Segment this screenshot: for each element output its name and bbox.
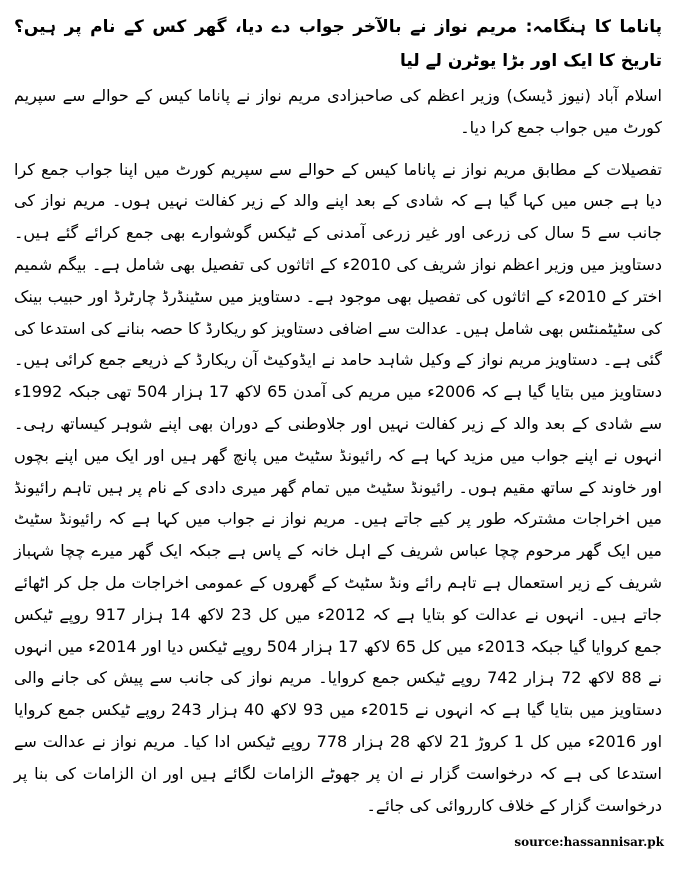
article-lead: اسلام آباد (نیوز ڈیسک) وزیر اعظم کی صاحبزادی مریم نواز نے پاناما کیس کے حوالے سے سپریم کورٹ میں جواب جمع کرا دیا۔: [14, 86, 662, 137]
source-credit: source:hassannisar.pk: [514, 835, 664, 849]
article-headline: پاناما کا ہنگامہ: مریم نواز نے بالآخر جواب دے دیا، گھر کس کے نام پر ہیں؟ تاریخ کا ایک اور بڑا یوٹرن لے لیا: [14, 17, 662, 71]
article-paragraph: تفصیلات کے مطابق مریم نواز نے پاناما کیس کے حوالے سے سپریم کورٹ میں اپنا جواب جمع کرا دیا ہے جس میں کہا گیا ہے کہ شادی کے بعد اپنے والد کے زیر کفالت نہیں ہوں۔ مریم نواز کی جانب سے 5 سال کی زرعی اور غیر زرعی آمدنی کے ٹیکس گوشوارے بھی جمع کرائے گئے ہیں۔ دستاویز میں وزیر اعظم نواز شریف کی 2010ء کے اثاثوں کی تفصیل بھی شامل ہے۔ بیگم شمیم اختر کے 2010ء کے اثاثوں کی تفصیل بھی موجود ہے۔ دستاویز میں سٹینڈرڈ چارٹرڈ اور حبیب بینک کی سٹیٹمنٹس بھی شامل ہیں۔ عدالت سے اضافی دستاویز کو ریکارڈ کا حصہ بنانے کی استدعا کی گئی ہے۔ دستاویز مریم نواز کے وکیل شاہد حامد نے ایڈوکیٹ آن ریکارڈ کے ذریعے جمع کرائی ہیں۔ دستاویز میں بتایا گیا ہے کہ 2006ء میں مریم کی آمدن 65 لاکھ 17 ہزار 504 تھی جبکہ 1992ء سے شادی کے بعد والد کے زیر کفالت نہیں اور جلاوطنی کے دوران بھی اپنے شوہر کیساتھ رہی۔ انہوں نے اپنے جواب میں مزید کہا ہے کہ رائیونڈ سٹیٹ میں پانچ گھر ہیں اور ایک میں اپنے بچوں اور خاوند کے ساتھ مقیم ہوں۔ رائیونڈ سٹیٹ میں تمام گھر میری دادی کے نام پر ہیں تاہم رائیونڈ میں اخراجات مشترکہ طور پر کیے جاتے ہیں۔ مریم نواز نے جواب میں کہا ہے کہ رائیونڈ سٹیٹ میں ایک گھر مرحوم چچا عباس شریف کے اہل خانہ کے پاس ہے جبکہ ایک گھر میرے چچا شہباز شریف کے زیر استعمال ہے تاہم رائے ونڈ سٹیٹ کے گھروں کے عمومی اخراجات مل جل کر اٹھائے جاتے ہیں۔ انہوں نے عدالت کو بتایا ہے کہ 2012ء میں کل 23 لاکھ 14 ہزار 917 روپے ٹیکس جمع کروایا گیا جبکہ 2013ء میں کل 65 لاکھ 17 ہزار 504 روپے ٹیکس دیا اور 2014ء میں انہوں نے 88 لاکھ 72 ہزار 742 روپے ٹیکس جمع کروایا۔ مریم نواز کی جانب سے پیش کی جانے والی دستاویز میں بتایا گیا ہے کہ انہوں نے 2015ء میں 93 لاکھ 40 ہزار 243 روپے ٹیکس جمع کروایا اور 2016ء میں کل 1 کروڑ 21 لاکھ 28 ہزار 778 روپے ٹیکس ادا کیا۔ مریم نواز نے عدالت سے استدعا کی ہے کہ درخواست گزار نے ان پر جھوٹے الزامات لگائے ہیں اور ان الزامات کی بنا پر درخواست گزار کے خلاف کارروائی کی جائے۔: [14, 159, 663, 815]
article-body: [14, 80, 662, 831]
